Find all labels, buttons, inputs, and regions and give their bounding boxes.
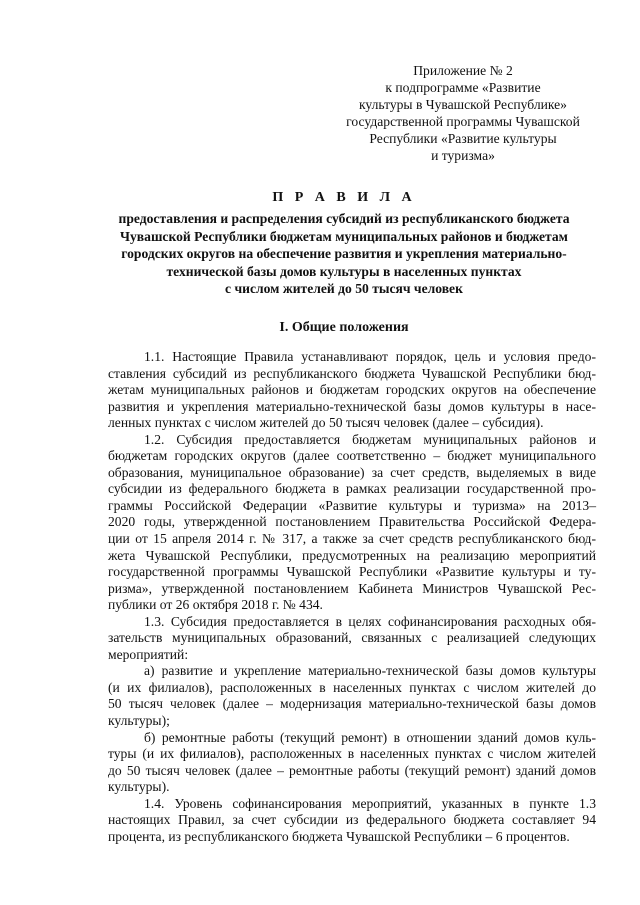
text-line: культуры). — [108, 779, 170, 795]
title-subtitle-line: предоставления и распределения субсидий из республиканского бюджета — [118, 211, 570, 226]
text-line: 50 тысяч человек (далее – модернизация материально-технической базы домов — [108, 696, 596, 712]
text-line: публики от 26 октября 2018 г. № 434. — [108, 597, 323, 613]
text-line: 1.2. Субсидия предоставляется бюджетам муниципальных районов и — [144, 431, 596, 447]
text-line: 1.3. Субсидия предоставляется в целях софинансирования расходных обя- — [144, 613, 596, 629]
text-line: граммы Российской Федерации «Развитие культуры и туризма» на 2013– — [108, 497, 596, 513]
text-line: ленных пунктах с числом жителей до 50 тысяч человек (далее – субсидия). — [108, 415, 544, 431]
text-line: а) развитие и укрепление материально-технической базы домов культуры — [144, 663, 596, 679]
text-line: 1.1. Настоящие Правила устанавливают порядок, цель и условия предо- — [144, 349, 596, 364]
title-subtitle-line: Чувашской Республики бюджетам муниципальных районов и бюджетам — [120, 228, 568, 244]
text-line: процента, из республиканского бюджета Чувашской Республики – 6 процентов. — [108, 828, 570, 844]
appendix-header — [338, 62, 588, 164]
section-heading: I. Общие положения — [279, 320, 409, 335]
text-line: ции от 15 апреля 2014 г. № 317, а также за счет средств республиканского бюд- — [108, 531, 596, 547]
text-line: настоящих Правил, за счет субсидии из федерального бюджета составляет 94 — [108, 812, 596, 828]
text-line: развития и укрепления материально-технической базы домов культуры в насе- — [108, 398, 596, 414]
text-line: ставления субсидий из республиканского бюджета Чувашской Республики бюд- — [108, 365, 596, 381]
document-body — [108, 349, 596, 845]
text-line: мероприятий: — [108, 646, 189, 662]
title-subtitle-line: городских округов на обеспечение развития и укрепления материально- — [121, 246, 567, 262]
text-line: (и их филиалов), расположенных в населенных пунктах с числом жителей до — [108, 679, 596, 695]
appendix-line: Приложение № 2 — [413, 63, 513, 78]
text-line: туры (и их филиалов), расположенных в населенных пунктах с числом жителей — [108, 746, 596, 762]
title-subtitle-line: с числом жителей до 50 тысяч человек — [225, 281, 463, 297]
appendix-line: государственной программы Чувашской — [346, 114, 580, 129]
appendix-line: культуры в Чувашской Республике» — [359, 97, 567, 112]
text-line: бюджетам городских округов (далее соответственно – бюджет муниципального — [108, 448, 596, 464]
paragraph-1-4 — [108, 796, 596, 846]
title-subtitle-line: технической базы домов культуры в населенных пунктах — [166, 263, 522, 279]
text-line: жета Чувашской Республики, предусмотренных на реализацию мероприятий — [108, 547, 596, 563]
text-line: 1.4. Уровень софинансирования мероприятий, указанных в пункте 1.3 — [144, 795, 596, 811]
paragraph-item-b — [108, 730, 596, 796]
paragraph-1-1 — [108, 349, 596, 432]
appendix-line: и туризма» — [431, 148, 495, 163]
appendix-line: Республики «Развитие культуры — [369, 131, 557, 146]
text-line: зательств муниципальных образований, связанных с реализацией следующих — [108, 630, 596, 646]
text-line: жетам муниципальных районов и бюджетам городских округов на обеспечение — [108, 382, 596, 398]
text-line: образования, муниципальное образование) за счет средств, выделяемых в виде — [108, 464, 596, 480]
paragraph-item-a — [108, 663, 596, 729]
text-line: государственной программы Чувашской Республики «Развитие культуры и ту- — [108, 564, 596, 580]
paragraph-1-3 — [108, 614, 596, 664]
paragraph-1-2 — [108, 432, 596, 614]
text-line: ризма», утвержденной постановлением Кабинета Министров Чувашской Рес- — [108, 580, 596, 596]
appendix-line: к подпрограмме «Развитие — [385, 80, 541, 95]
text-line: б) ремонтные работы (текущий ремонт) в отношении зданий домов куль- — [144, 729, 596, 745]
text-line: до 50 тысяч человек (далее – ремонтные работы (текущий ремонт) зданий домов — [108, 762, 596, 778]
text-line: субсидии из федерального бюджета в рамках реализации государственной про- — [108, 481, 596, 497]
rules-heading: П Р А В И Л А — [272, 190, 416, 205]
document-title — [96, 188, 592, 298]
text-line: 2020 годы, утвержденной постановлением Правительства Российской Федера- — [108, 514, 596, 530]
text-line: культуры); — [108, 713, 170, 729]
